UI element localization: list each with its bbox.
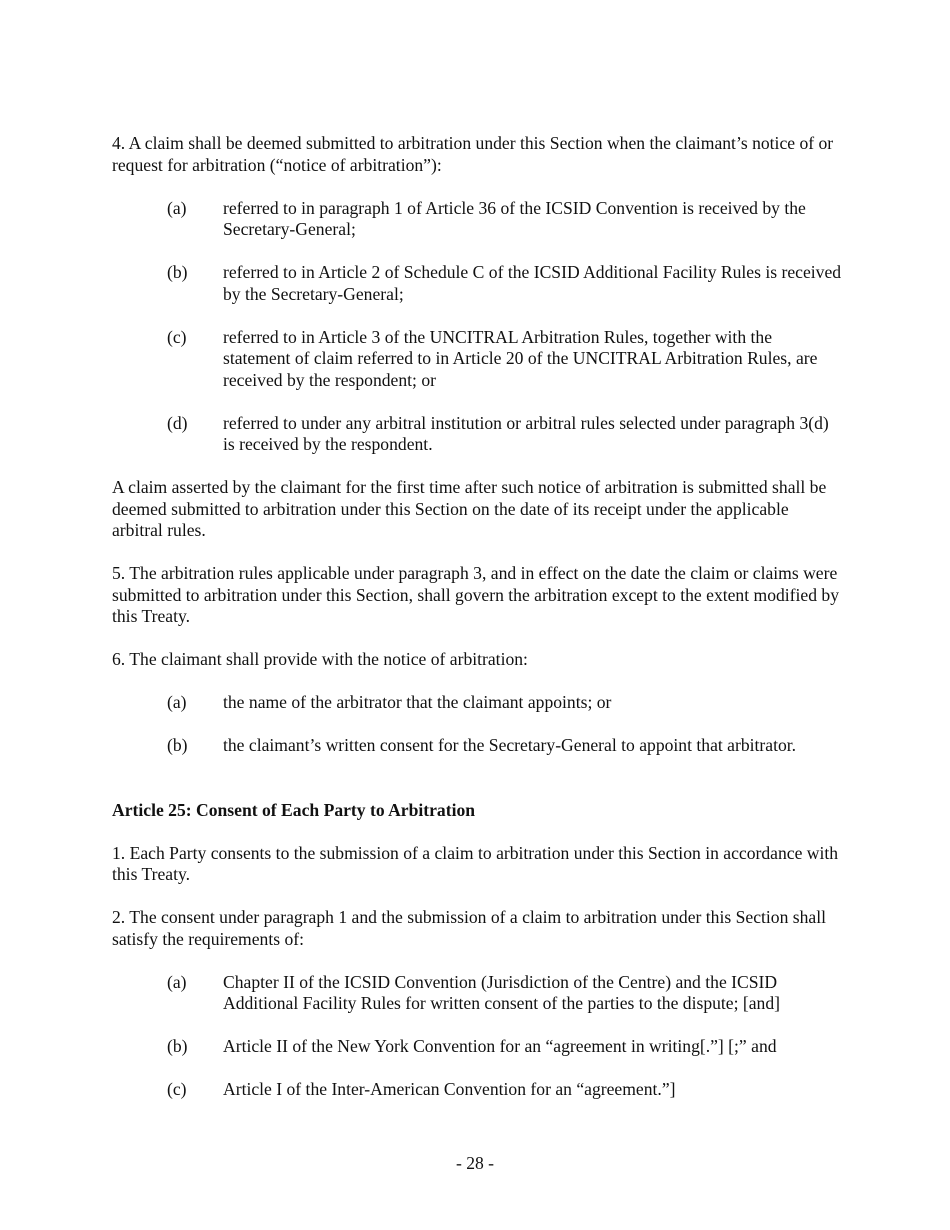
list-item	[112, 692, 842, 714]
item-label: (b)	[167, 262, 188, 282]
item-label: (a)	[167, 692, 187, 712]
list-item	[112, 262, 842, 305]
section-spacer	[112, 778, 842, 800]
item-text: referred to in Article 3 of the UNCITRAL Arbitration Rules, together with the statement of claim referred to in Article 20 of the UNCITRAL Arbitration Rules, are received by the respondent; or	[223, 326, 818, 390]
item-text: referred to under any arbitral institution or arbitral rules selected under paragraph 3(d) is received by the respondent.	[223, 412, 829, 454]
list-item	[112, 1036, 842, 1058]
item-label: (b)	[167, 1036, 188, 1056]
list-item	[112, 198, 842, 241]
article-25-paragraph-1: 1. Each Party consents to the submission of a claim to arbitration under this Section in accordance with this Treaty.	[112, 842, 839, 884]
item-text: the name of the arbitrator that the claimant appoints; or	[223, 692, 612, 712]
article-25-paragraph-2: 2. The consent under paragraph 1 and the submission of a claim to arbitration under this Section shall satisfy the requirements of:	[112, 907, 827, 949]
item-label: (a)	[167, 197, 187, 218]
document-body	[112, 133, 842, 1122]
list-item	[112, 413, 842, 456]
list-item	[112, 972, 842, 1015]
list-item	[112, 735, 842, 757]
list-item	[112, 1079, 842, 1101]
paragraph-4-tail: A claim asserted by the claimant for the first time after such notice of arbitration is submitted shall be deemed submitted to arbitration under this Section on the date of its receipt under the applicable arbitral rules.	[112, 477, 827, 540]
item-text: Article I of the Inter-American Convention for an “agreement.”]	[223, 1079, 676, 1099]
list-item	[112, 327, 842, 392]
item-text: Chapter II of the ICSID Convention (Jurisdiction of the Centre) and the ICSID Additional Facility Rules for written consent of the parties to the dispute; [and]	[223, 971, 781, 1013]
page-number: - 28 -	[455, 1153, 495, 1173]
article-25-heading: Article 25: Consent of Each Party to Arbitration	[112, 799, 476, 820]
paragraph-5: 5. The arbitration rules applicable under paragraph 3, and in effect on the date the claim or claims were submitted to arbitration under this Section, shall govern the arbitration except to the extent modified by this Treaty.	[112, 563, 840, 626]
item-text: referred to in Article 2 of Schedule C of the ICSID Additional Facility Rules is received by the Secretary-General;	[223, 262, 842, 304]
paragraph-6: 6. The claimant shall provide with the notice of arbitration:	[112, 649, 528, 669]
item-text: the claimant’s written consent for the Secretary-General to appoint that arbitrator.	[223, 735, 797, 755]
item-label: (d)	[167, 412, 188, 433]
item-label: (c)	[167, 326, 187, 347]
item-label: (c)	[167, 1079, 187, 1099]
item-label: (a)	[167, 971, 187, 992]
paragraph-4: 4. A claim shall be deemed submitted to arbitration under this Section when the claimant’s notice of or request for arbitration (“notice of arbitration”):	[112, 133, 834, 175]
item-text: referred to in paragraph 1 of Article 36 of the ICSID Convention is received by the Secretary-General;	[223, 197, 806, 239]
item-label: (b)	[167, 735, 188, 755]
item-text: Article II of the New York Convention for an “agreement in writing[.”] [;” and	[223, 1036, 777, 1056]
